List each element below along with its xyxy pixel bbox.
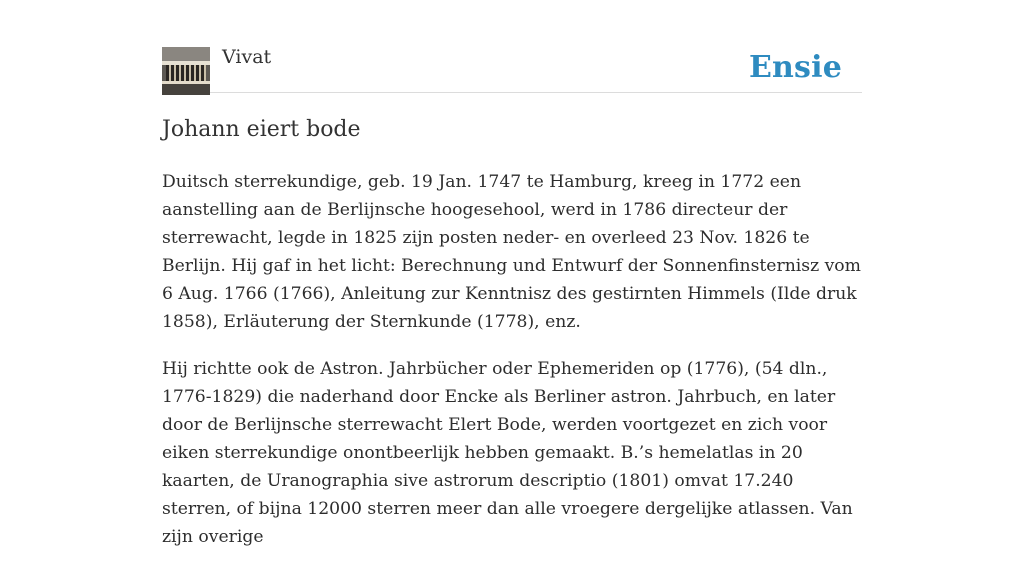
article-page [162, 0, 862, 547]
article-paragraph: Duitsch sterrekundige, geb. 19 Jan. 1747 te Hamburg, kreeg in 1772 een aanstelling aan de Berlijnsche hoogesehool, werd in 1786 directeur der sterrewacht, legde in 1825 zijn posten neder- en overleed 23 Nov. 1826 te Berlijn. Hij gaf in het licht: Berechnung und Entwurf der Sonnenfinsternisz vom 6 Aug. 1766 (1766), Anleitung zur Kenntnisz des gestirnten Himmels (Ilde druk 1858), Erläuterung der Sternkunde (1778), enz. [162, 172, 861, 332]
ensie-logo-link[interactable]: Ensie [748, 50, 842, 85]
author-name-link[interactable]: Vivat [222, 46, 272, 68]
article-body [162, 168, 862, 570]
article-title: Johann eiert bode [162, 117, 361, 142]
books-avatar-icon [162, 47, 210, 95]
article-header [162, 0, 862, 93]
author-avatar[interactable] [162, 47, 210, 95]
article-paragraph: Hij richtte ook de Astron. Jahrbücher oder Ephemeriden op (1776), (54 dln., 1776-1829) die naderhand door Encke als Berliner astron. Jahrbuch, en later door de Berlijnsche sterrewacht Elert Bode, werden voortgezet en zich voor eiken sterrekundige onontbeerlijk hebben gemaakt. B.’s hemelatlas in 20 kaarten, de Uranographia sive astrorum descriptio (1801) omvat 17.240 sterren, of bijna 12000 sterren meer dan alle vroegere dergelijke atlassen. Van zijn overige [162, 359, 853, 547]
